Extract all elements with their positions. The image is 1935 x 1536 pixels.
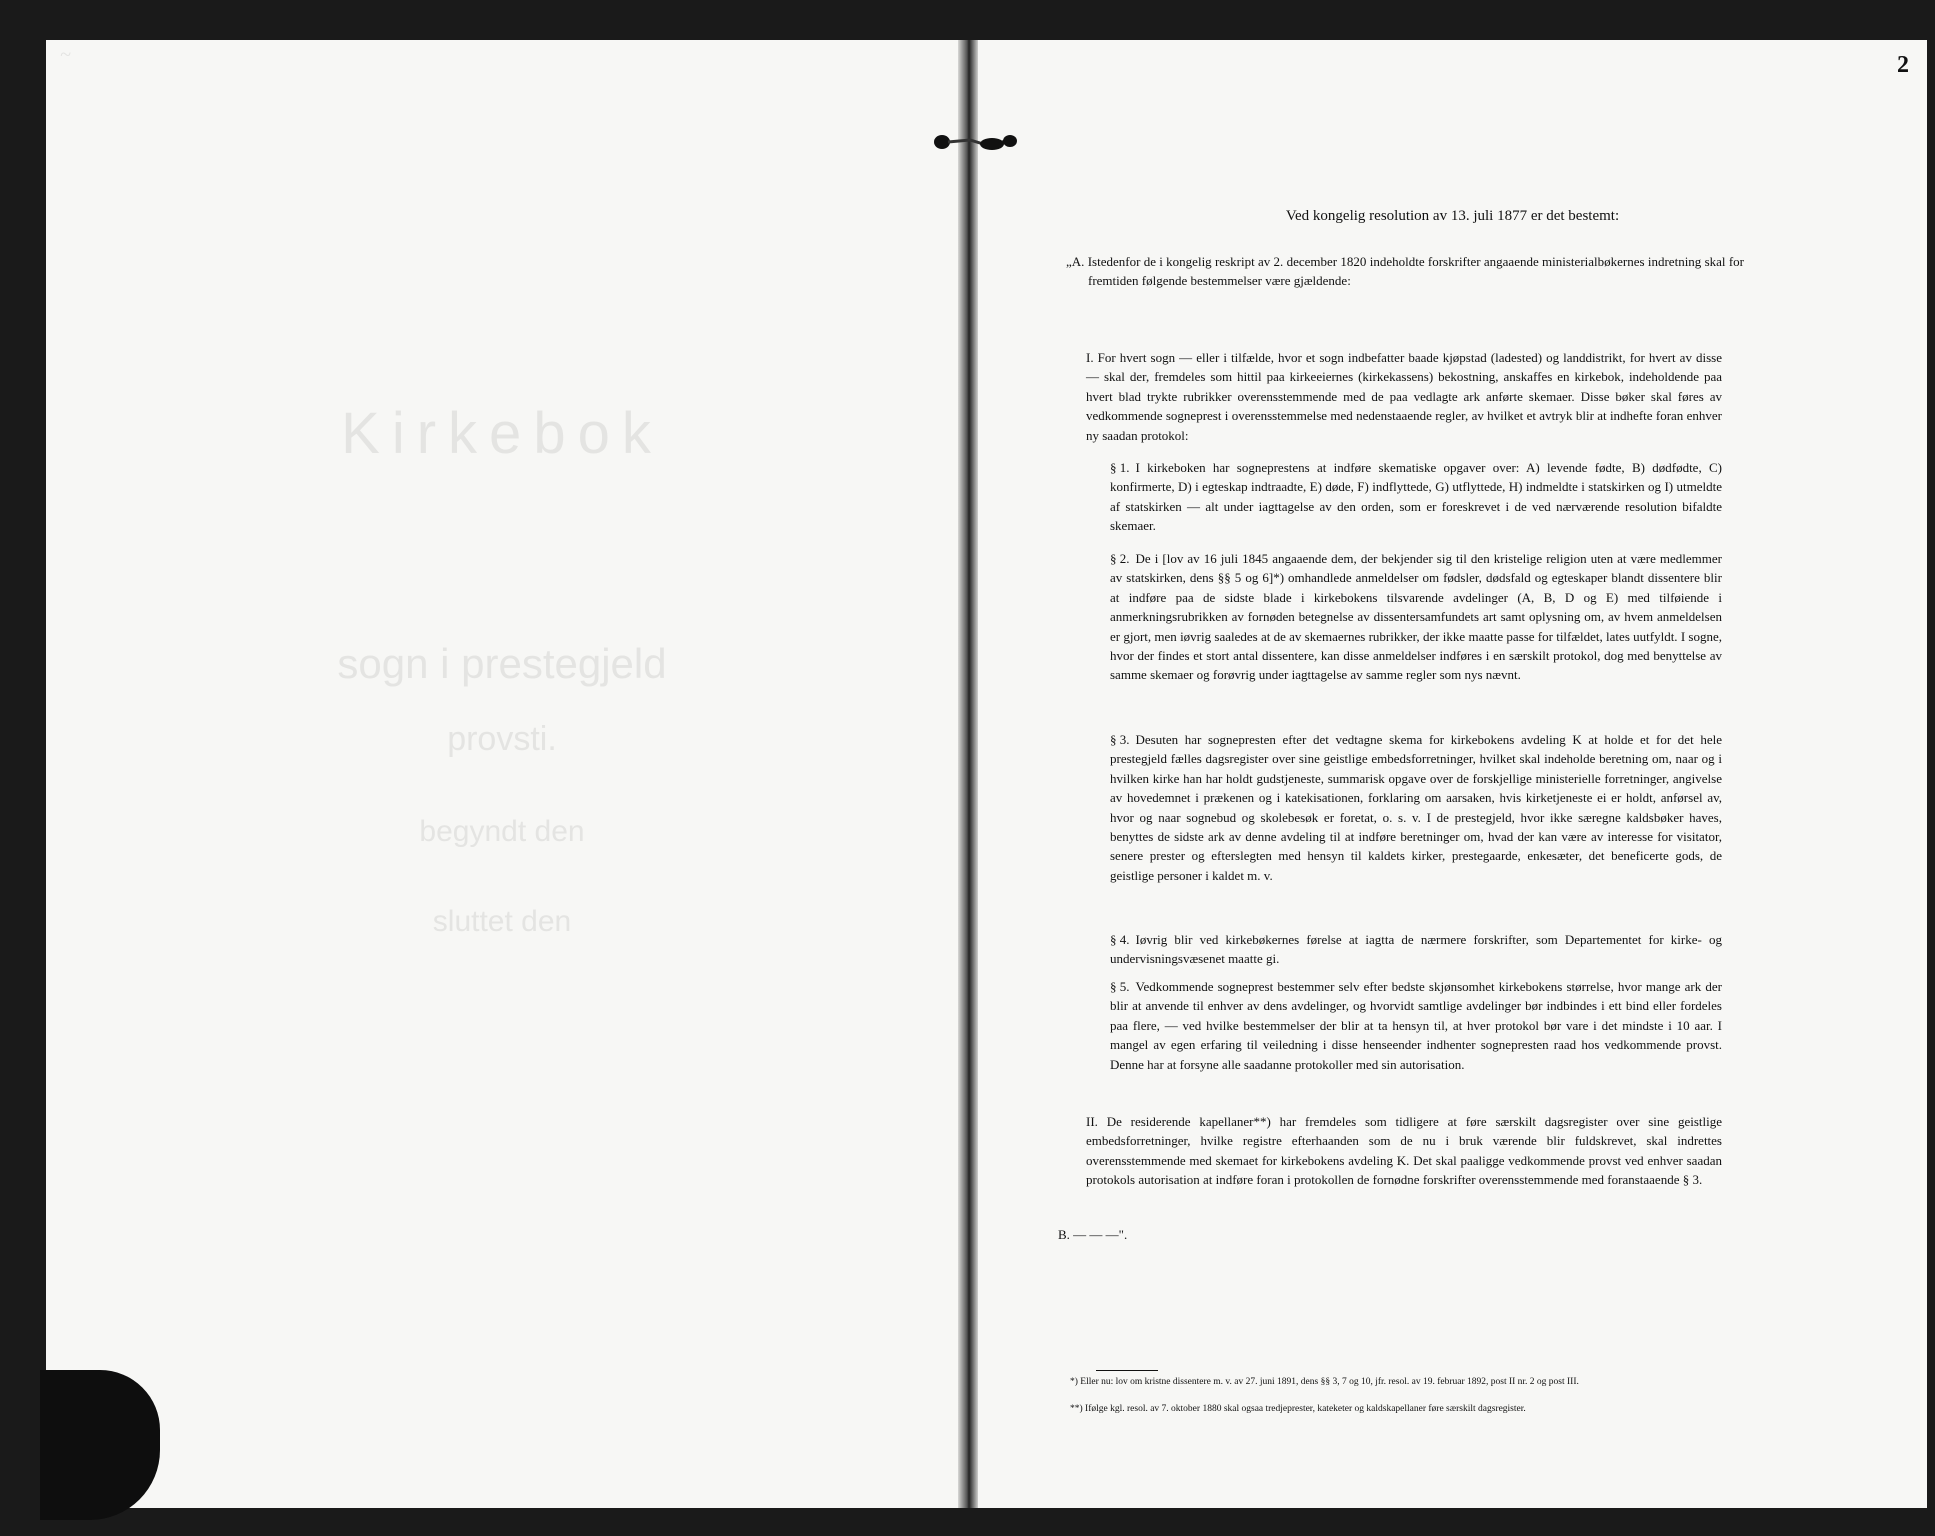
- paragraph-text: Vedkommende sogneprest bestemmer selv efter bedste skjønsomhet kirkebokens størrelse, hvor mange ark der blir at anvende til enhver av dens avdelinger, og hvorvidt samtlige avdelinger bør indbindes i ett bind eller fordeles paa flere, — ved hvilke bestemmelser der blir at ta hensyn til, at hver protokol bør vare i det mindste i 10 aar. I mangel av egen erfaring til veiledning i disse henseender indhenter sognepresten raad hos vedkommende provst. Denne har at forsyne alle saadanne protokoller med sin autorisation.: [1110, 979, 1722, 1072]
- paragraph-text: De i [lov av 16 juli 1845 angaaende dem, der bekjender sig til den kristelige religion uten at være medlemmer av statskirken, dens §§ 5 og 6]*) omhandlede anmeldelser om fødsler, dødsfald og egteskaper blandt dissentere blir at indføre paa de sidste blade i kirkebokens tilsvarende avdelinger (A, B, D og E) med tilføiende i anmerkningsrubrikken av fornøden betegnelse av dissentersamfundets art samt oplysning om, av hvem anmeldelsen er gjort, men iøvrig saaledes at de av skemaernes rubrikker, der ikke maatte passe for tilfældet, lates uutfyldt. I sogne, hvor der findes et stort antal dissentere, kan disse anmeldelser indføres i en særskilt protokol, dog med benyttelse av samme skemaer og forøvrig under iagttagelse av samme regler som nys nævnt.: [1110, 551, 1722, 683]
- paragraph-3: [1110, 730, 1722, 885]
- item-i: I. For hvert sogn — eller i tilfælde, hvor et sogn indbefatter baade kjøpstad (ladested) og landdistrikt, for hvert av disse — skal der, fremdeles som hittil paa kirkeeiernes (kirkekassens) bekostning, anskaffes en kirkebok, indeholdende paa hvert blad trykte rubrikker overensstemmende med de paa vedlagte ark anførte skemaer. Disse bøker skal føres av vedkommende sogneprest i overensstemmelse med nedenstaaende regler, av hvilket et avtryk blir at indhefte foran enhver ny saadan protokol:: [1086, 350, 1722, 443]
- paragraph-text: Iøvrig blir ved kirkebøkernes førelse at iagtta de nærmere forskrifter, som Departementet for kirke- og undervisningsvæsenet maatte gi.: [1110, 932, 1722, 967]
- footnote-1: *) Eller nu: lov om kristne dissentere m. v. av 27. juni 1891, dens §§ 3, 7 og 10, jfr. resol. av 19. februar 1892, post II nr. 2 og post III.: [1070, 1377, 1579, 1387]
- paragraph-number: § 1.: [1110, 460, 1130, 475]
- paragraph-number: § 3.: [1110, 732, 1130, 747]
- paragraph-4: [1110, 930, 1722, 969]
- paragraph-5: [1110, 977, 1722, 1074]
- faint-pencil-mark: ~: [60, 44, 71, 66]
- paragraph-2: [1110, 549, 1722, 685]
- paragraph-number: § 2.: [1110, 551, 1130, 566]
- show-through-line-4: sluttet den: [432, 905, 572, 938]
- paragraph-text: I kirkeboken har sogneprestens at indføre skematiske opgaver over: A) levende fødte, B) dødfødte, C) konfirmerte, D) i egteskap indtraadte, E) døde, F) indflyttede, G) utflyttede, H) indmeldte i statskirken og I) utmeldte af statskirken — alt under iagttagelse av den orden, som er foreskrevet i de ved nærværende resolution bifaldte skemaer.: [1110, 460, 1722, 534]
- section-b: B. — — —".: [1058, 1227, 1128, 1242]
- paragraph-text: Desuten har sognepresten efter det vedtagne skema for kirkebokens avdeling K at holde et for det hele prestegjeld fælles dagsregister over sine geistlige embedsforretninger, hvilket skal indeholde beretning om, naar og i hvilken kirke han har holdt gudstjeneste, summarisk opgave over de forskjellige ministerielle forretninger, angivelse av hovedemnet i prækenen og i katekisationen, forklaring om aarsaken, hvis kirketjeneste ei er holdt, anførsel av, hvor og naar sognebud og skolebesøk er foretat, o. s. v. I de prestegjeld, hvor ikke særegne kaldsbøker haves, benyttes de sidste ark av denne avdeling til at indføre beretninger om, hvad der kan være av interesse for visitator, senere prester og efterslegten med hensyn til kaldets kirker, prestegaarde, enkesæter, det beneficerte gods, de geistlige personer i kaldet m. v.: [1110, 732, 1722, 883]
- section-a: „A. Istedenfor de i kongelig reskript av 2. december 1820 indeholdte forskrifter angaaende ministerialbøkernes indretning skal for fremtiden følgende bestemmelser være gjældende:: [1066, 254, 1744, 289]
- book-spine: [958, 40, 978, 1508]
- binding-clip-icon: [930, 128, 1040, 158]
- right-page: [978, 40, 1927, 1508]
- page-number: 2: [1897, 52, 1909, 78]
- paragraph-number: § 5.: [1110, 979, 1130, 994]
- footnote-rule: [1096, 1370, 1158, 1371]
- paragraph-number: § 4.: [1110, 932, 1130, 947]
- show-through-line-2: provsti.: [447, 720, 557, 758]
- show-through-line-3: begyndt den: [419, 815, 585, 848]
- show-through-title: Kirkebok: [341, 401, 663, 466]
- paragraph-1: [1110, 458, 1722, 536]
- show-through-line-1: sogn i prestegjeld: [337, 640, 667, 687]
- footnote-2: **) Ifølge kgl. resol. av 7. oktober 1880 skal ogsaa tredjeprester, kateketer og kaldskapellaner føre særskilt dagsregister.: [1070, 1404, 1526, 1414]
- scan-corner-shadow: [40, 1370, 160, 1520]
- resolution-heading: Ved kongelig resolution av 13. juli 1877 er det bestemt:: [1285, 208, 1620, 224]
- left-page: [46, 40, 958, 1508]
- item-ii: II. De residerende kapellaner**) har fremdeles som tidligere at føre særskilt dagsregister over sine geistlige embedsforretninger, hvilke registre efterhaanden som de nu i bruk værende blir fuldskrevet, skal indrettes overensstemmende med skemaet for kirkebokens avdeling K. Det skal paaligge vedkommende provst ved enhver saadan protokols autorisation at indføre foran i protokollen de fornødne forskrifter overensstemmende med foranstaaende § 3.: [1086, 1114, 1722, 1188]
